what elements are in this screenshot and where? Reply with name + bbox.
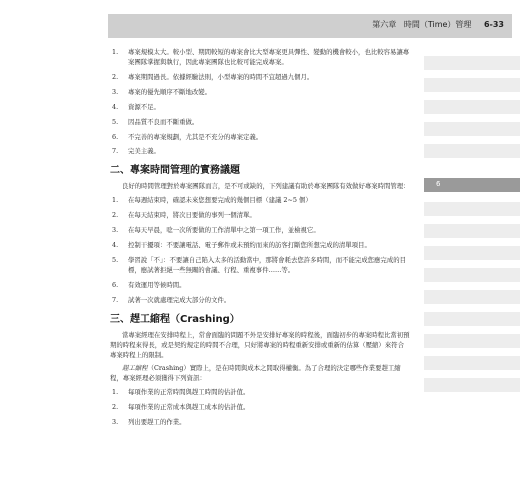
chapter-tab	[424, 246, 520, 260]
list-item: 2. 每項作業的正常成本與趕工成本的估計值。	[112, 403, 250, 412]
chapter-tab	[424, 268, 520, 282]
chapter-tab	[424, 356, 520, 370]
term-crashing: 趕工縮程	[122, 364, 148, 373]
list-item: 3. 列出要趕工的作業。	[112, 418, 186, 427]
chapter-thumb-tabs	[416, 0, 520, 500]
section-paragraph: 趕工縮程（Crashing）實際上，是在時間與成本之間取得權衡。為了合理的決定哪些作業要趕工縮程，專案經理必須獲得下列資訊：	[110, 364, 401, 383]
chapter-tab	[424, 312, 520, 326]
chapter-tab	[424, 78, 520, 92]
chapter-tab	[424, 202, 520, 216]
list-item: 1. 每項作業的正常時間與趕工時間的估計值。	[112, 388, 250, 397]
chapter-tab	[424, 100, 520, 114]
page-body	[110, 48, 410, 433]
chapter-tab-active	[424, 178, 520, 192]
list-item: 2. 在每天結束時，將次日要做的事列一個清單。	[112, 211, 256, 220]
list-item: 3. 在每天早晨，唸一次所要做的工作清單中之第一項工作，並檢視它。	[112, 226, 320, 235]
list-item: 7. 完美主義。	[112, 147, 160, 156]
list-item: 1. 專案規模太大。較小型、期間較短的專案會比大型專案更具彈性、變動的機會較小，也比較容易讓專案團隊掌握與執行，因此專案團隊也比較可能完成專案。	[112, 48, 410, 66]
list-item: 6. 不完善的專案規劃，尤其是不充分的專案定義。	[112, 132, 263, 141]
list-item: 5. 學習說「不」：不要讓自己陷入太多的活動當中，那將會耗去您許多時間，而不能完成您應完成的目標，應試著拒絕一些無關的會議、行程、重複事件……等。	[112, 255, 406, 274]
chapter-title: 時間（Time）管理	[403, 20, 472, 29]
active-tab-number: 6	[436, 180, 441, 188]
list-item: 3. 專案的優先順序不斷地改變。	[112, 87, 212, 96]
info-list	[110, 388, 410, 428]
chapter-tab	[424, 122, 520, 136]
chapter-tab	[424, 334, 520, 348]
chapter-label: 第六章	[372, 20, 397, 29]
list-item: 5. 因品質不良而不斷重做。	[112, 117, 199, 126]
causes-list	[110, 48, 410, 157]
chapter-tab	[424, 144, 520, 158]
list-item: 4. 控制干擾項：不要讓電話、電子郵件或未預約而來的訪客打斷您所想完成的清單項目。	[112, 241, 371, 250]
chapter-tab	[424, 56, 520, 70]
section-heading: 二、專案時間管理的實務議題	[110, 165, 240, 177]
list-item: 4. 資源不足。	[112, 102, 160, 111]
section-intro: 良好的時間管理對於專案團隊而言，是不可或缺的，下列建議有助於專案團隊有效做好專案時間管理：	[122, 182, 410, 191]
section-paragraph: 當專案經理在安排時程上，常會面臨的問題不外是安排好專案的時程後，面臨初步的專案時程比當初預期的時程來得長，或是契約規定的時間不合理，只好將專案的時程重新安排或重新的估算（壓縮）來符合專案時程上的限制。	[110, 330, 410, 359]
page-number: 6-33	[483, 20, 504, 29]
chapter-tab	[424, 378, 520, 392]
tips-list	[110, 196, 410, 305]
list-item: 7. 試著一次就處理完成大部分的文件。	[112, 295, 231, 304]
list-item: 1. 在每週結束時，確認未來您想要完成的幾個目標（建議 2~5 個）	[112, 196, 312, 205]
list-item: 6. 有效運用等候時間。	[112, 280, 186, 289]
chapter-tab	[424, 290, 520, 304]
chapter-tab	[424, 224, 520, 238]
section-heading: 三、趕工縮程（Crashing）	[110, 313, 240, 325]
list-item: 2. 專案期間過長。依據經驗法則，小型專案的時間不宜超過九個月。	[112, 72, 314, 81]
